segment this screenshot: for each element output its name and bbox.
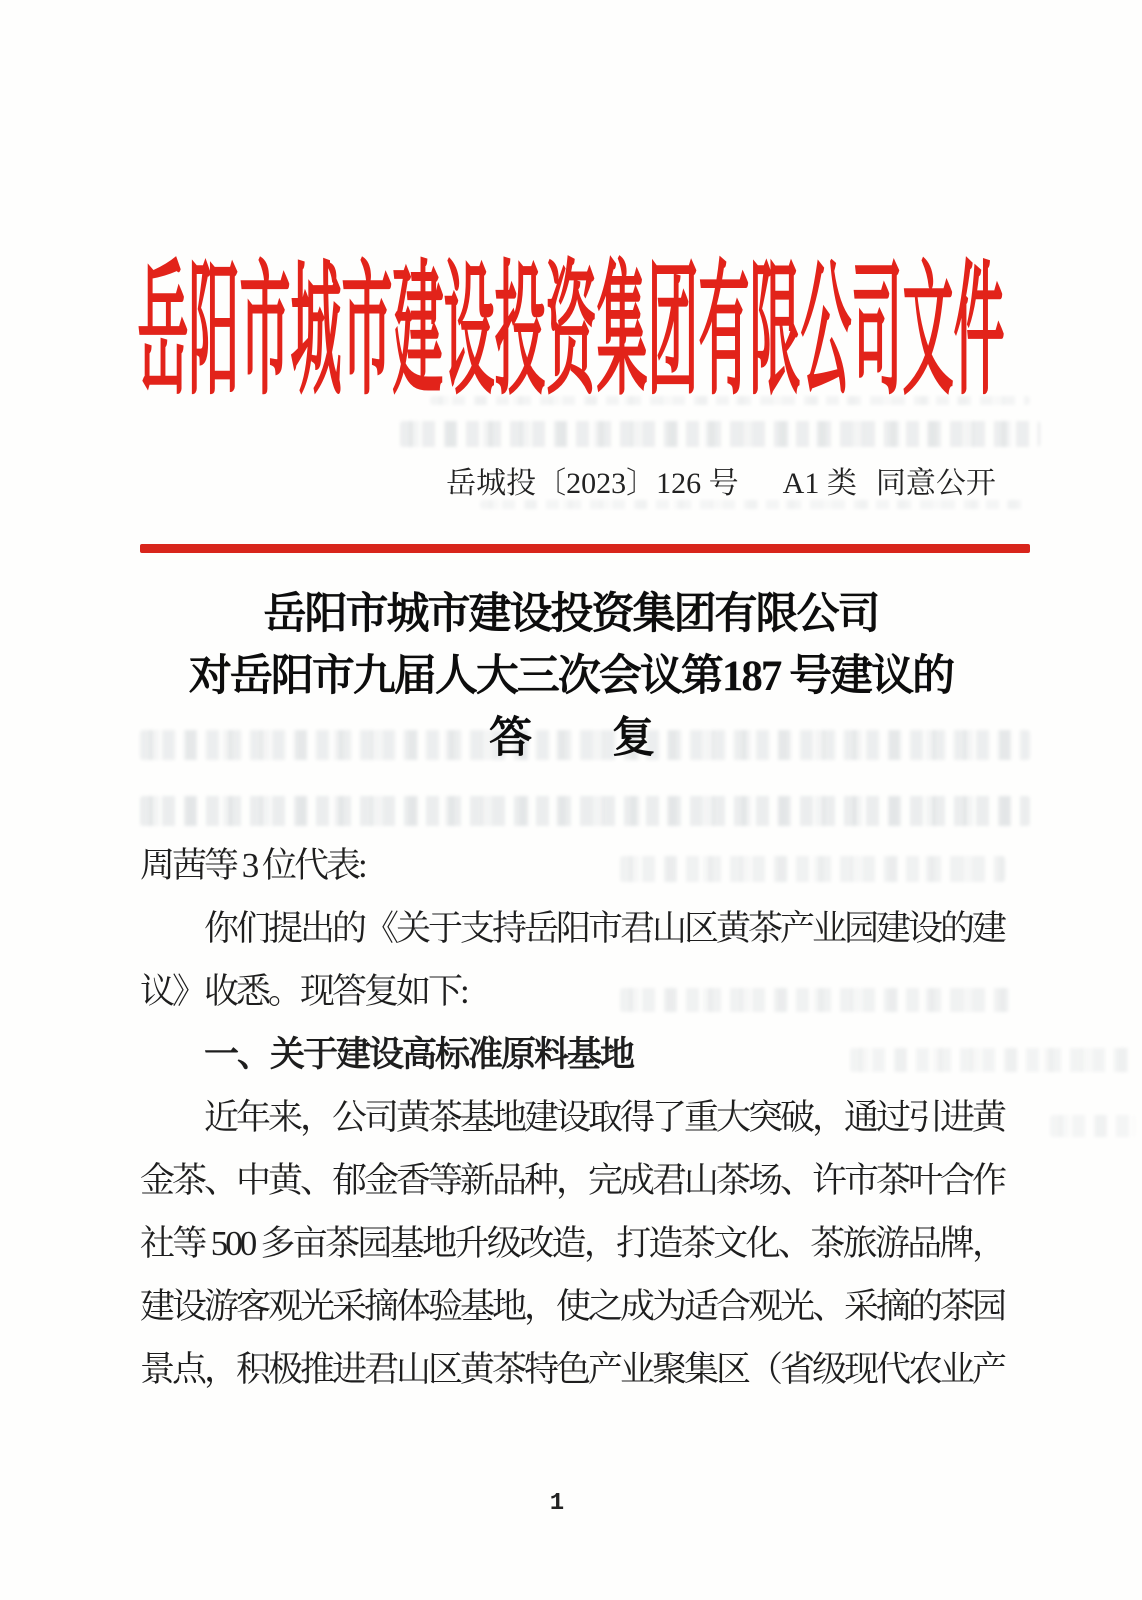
doc-classification: A1 类 <box>782 467 857 500</box>
section-heading: 一、关于建设高标准原料基地 <box>204 1035 634 1074</box>
body-line: 社等 500 多亩茶园基地升级改造，打造茶文化、茶旅游品牌， <box>140 1224 1004 1263</box>
bleedthrough-mark <box>400 421 1040 447</box>
page-number: 1 <box>549 1490 565 1517</box>
red-separator-line <box>140 544 1030 553</box>
bleedthrough-mark <box>1050 1115 1135 1137</box>
doc-publicity-label: 同意公开 <box>875 467 996 500</box>
body-line: 你们提出的《关于支持岳阳市君山区黄茶产业园建设的建 <box>204 909 1005 948</box>
body-line: 议》收悉。现答复如下: <box>140 972 467 1011</box>
document-body <box>140 834 1004 1401</box>
letterhead-title: 岳阳市城市建设投资集团有限公司文件 <box>137 254 1005 415</box>
title-line-2: 对岳阳市九届人大三次会议第187 号建议的 <box>188 653 954 700</box>
document-title <box>0 584 1142 770</box>
body-line: 建设游客观光采摘体验基地，使之成为适合观光、采摘的茶园 <box>140 1287 1005 1326</box>
bleedthrough-mark <box>140 796 1030 826</box>
body-line: 近年来，公司黄茶基地建设取得了重大突破，通过引进黄 <box>204 1098 1005 1137</box>
letterhead <box>0 240 1142 415</box>
doc-meta-line <box>150 458 1142 502</box>
title-line-1: 岳阳市城市建设投资集团有限公司 <box>263 591 879 638</box>
title-line-3: 答 复 <box>489 715 653 762</box>
doc-number: 岳城投〔2023〕126 号 <box>446 467 739 500</box>
body-line: 金茶、中黄、郁金香等新品种，完成君山茶场、许市茶叶合作 <box>140 1161 1005 1200</box>
body-line: 景点，积极推进君山区黄茶特色产业聚集区（省级现代农业产 <box>140 1350 1005 1389</box>
body-line: 周茜等 3 位代表: <box>140 846 365 885</box>
